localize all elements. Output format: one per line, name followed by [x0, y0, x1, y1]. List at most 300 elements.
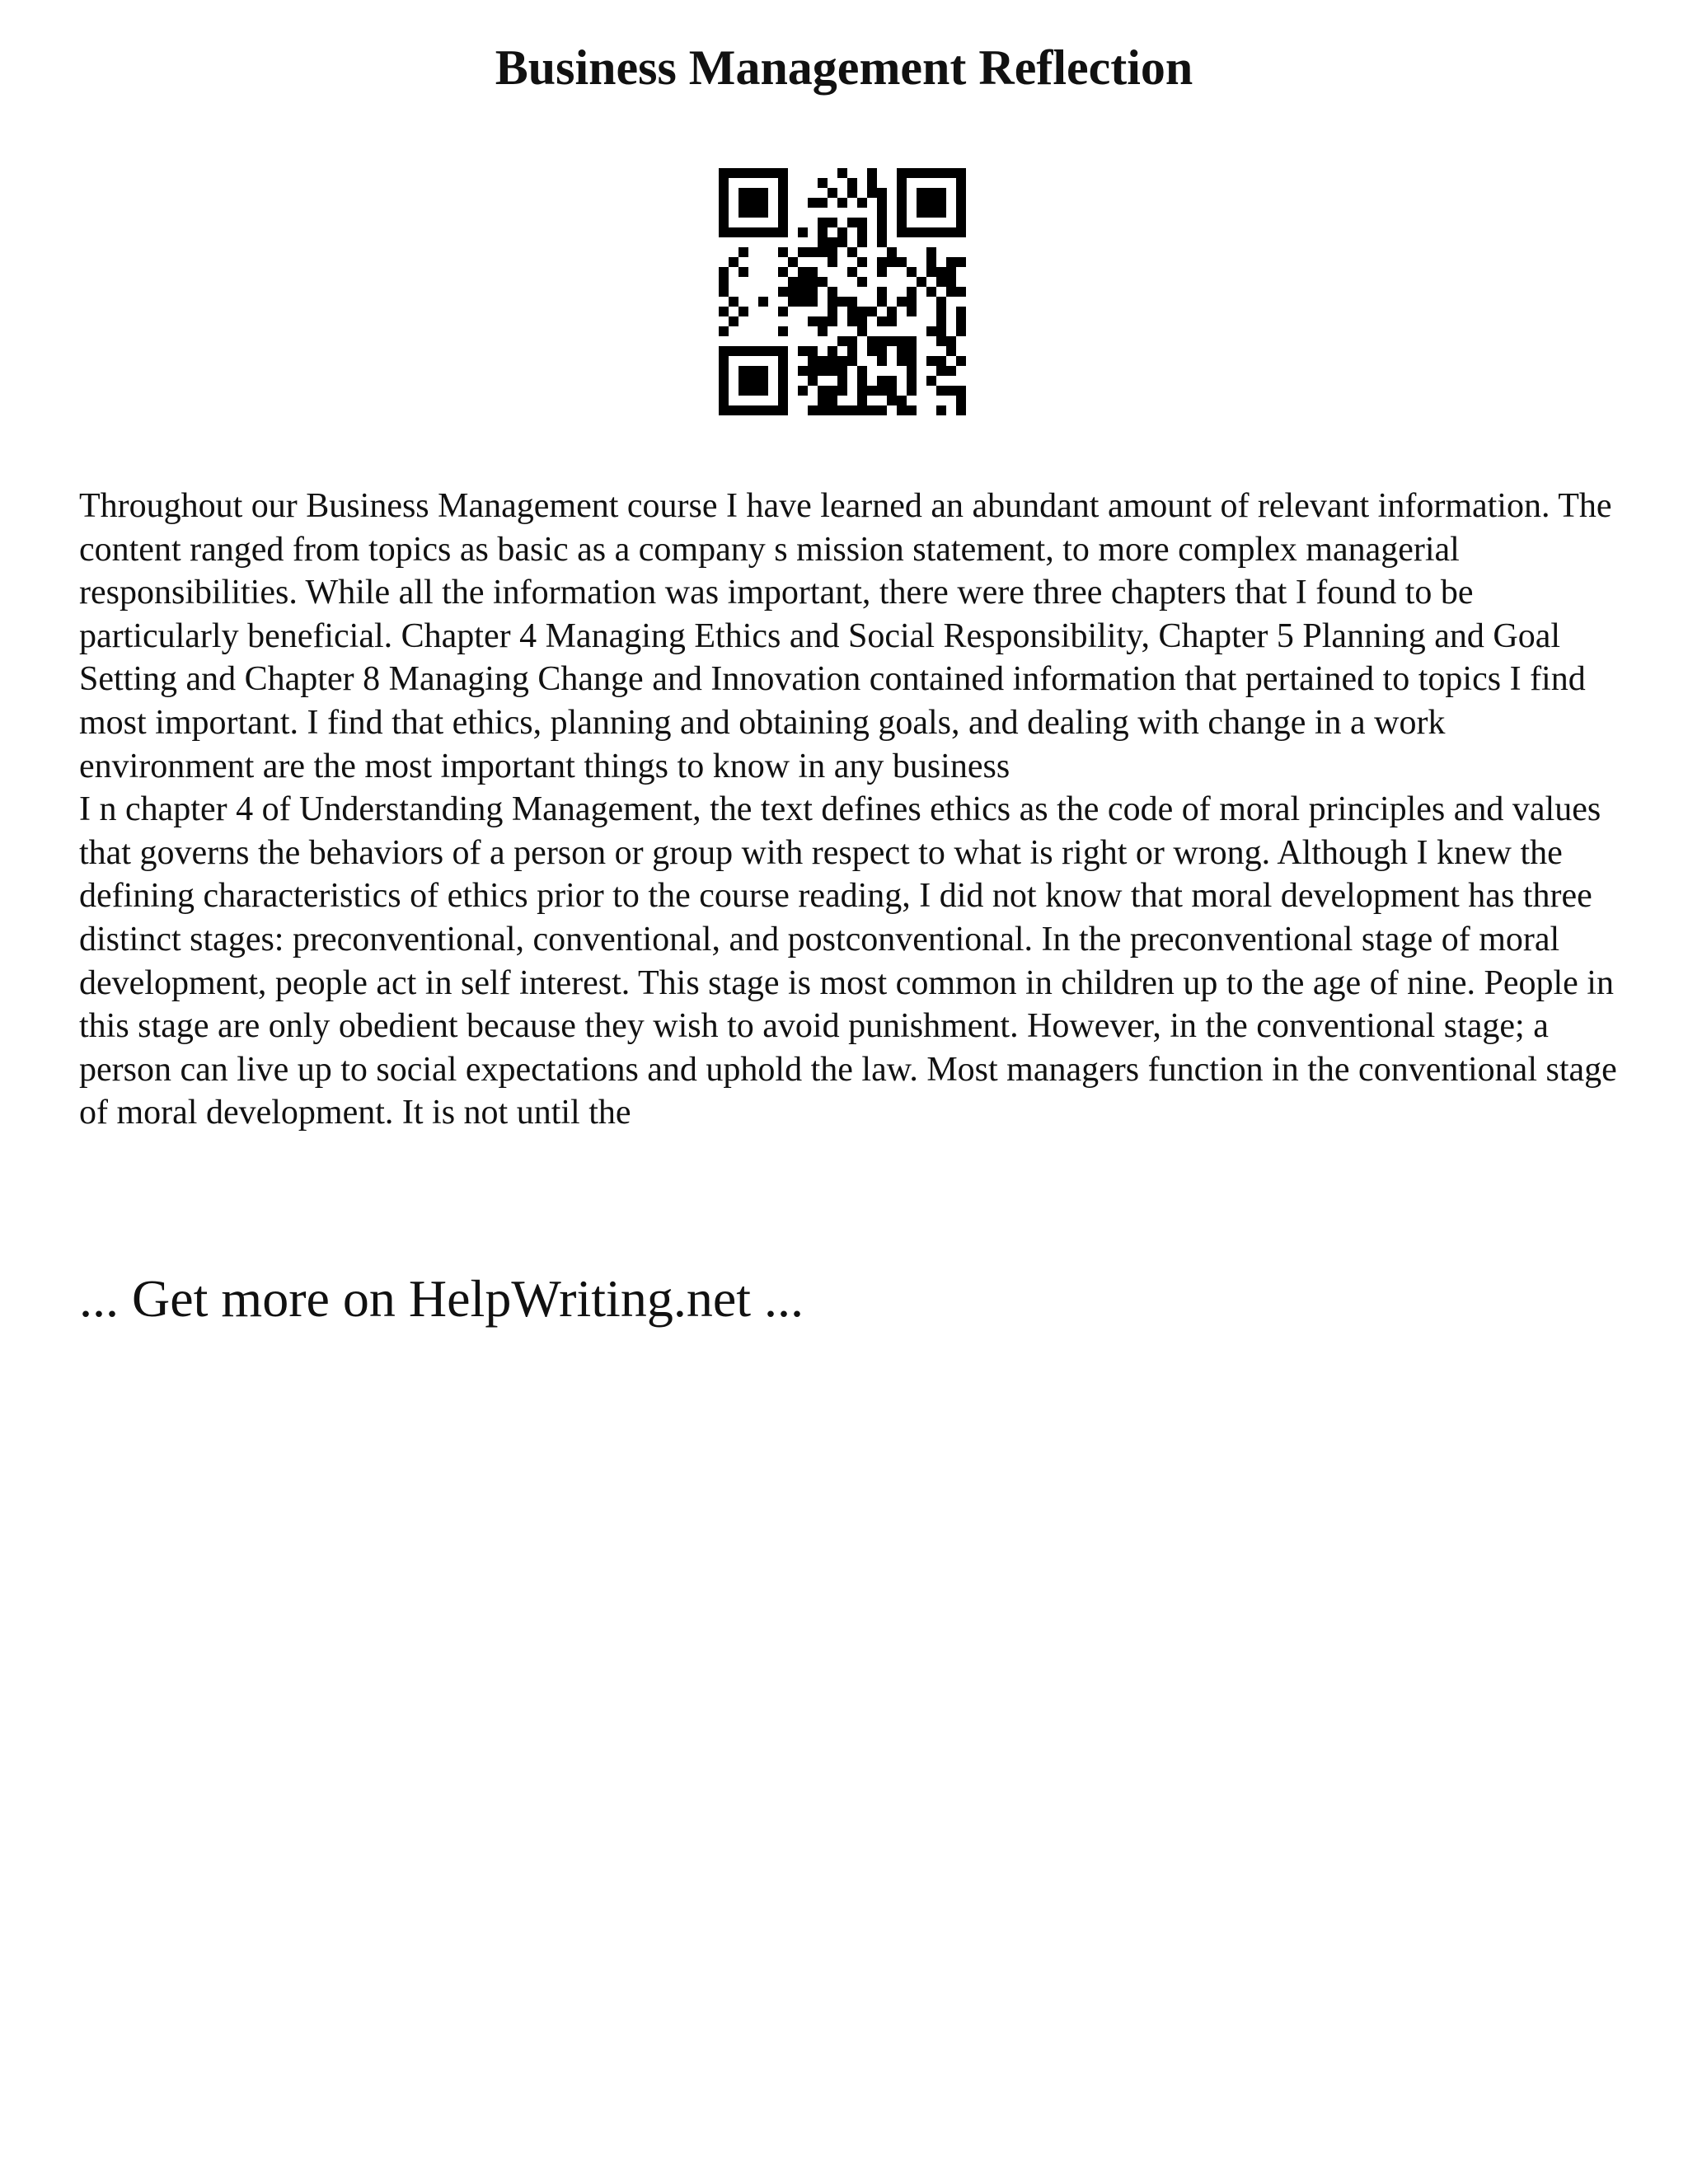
qr-module — [956, 396, 966, 405]
qr-module — [788, 287, 798, 297]
qr-module — [798, 346, 808, 356]
qr-module — [897, 336, 907, 346]
qr-module — [907, 405, 917, 415]
qr-module — [887, 336, 897, 346]
qr-module — [738, 188, 748, 198]
qr-module — [748, 188, 758, 198]
qr-module — [798, 287, 808, 297]
qr-module — [828, 405, 837, 415]
qr-module — [828, 218, 837, 227]
qr-module — [867, 168, 877, 178]
qr-module — [857, 257, 867, 267]
qr-module — [877, 405, 887, 415]
qr-module — [907, 356, 917, 366]
qr-module — [808, 356, 818, 366]
qr-module — [719, 386, 729, 396]
qr-module — [719, 227, 729, 237]
qr-module — [738, 227, 748, 237]
qr-module — [828, 257, 837, 267]
qr-module — [818, 247, 828, 257]
qr-module — [798, 277, 808, 287]
qr-module — [936, 277, 946, 287]
qr-module — [758, 297, 768, 307]
qr-module — [778, 386, 788, 396]
qr-module — [956, 198, 966, 208]
qr-module — [738, 366, 748, 376]
qr-module — [798, 297, 808, 307]
qr-module — [748, 208, 758, 218]
qr-module — [719, 277, 729, 287]
qr-module — [877, 257, 887, 267]
qr-module — [867, 336, 877, 346]
qr-module — [936, 307, 946, 316]
qr-module — [917, 227, 926, 237]
qr-module — [729, 316, 738, 326]
qr-module — [758, 366, 768, 376]
qr-module — [897, 297, 907, 307]
qr-module — [897, 227, 907, 237]
qr-module — [877, 188, 887, 198]
qr-module — [719, 168, 729, 178]
qr-module — [758, 386, 768, 396]
qr-module — [936, 366, 946, 376]
qr-module — [778, 356, 788, 366]
qr-module — [917, 168, 926, 178]
qr-module — [847, 178, 857, 188]
qr-module — [818, 218, 828, 227]
qr-module — [758, 376, 768, 386]
qr-module — [907, 168, 917, 178]
qr-module — [936, 356, 946, 366]
qr-module — [808, 405, 818, 415]
qr-module — [956, 307, 966, 316]
qr-module — [738, 376, 748, 386]
qr-module — [956, 178, 966, 188]
qr-module — [867, 178, 877, 188]
qr-module — [719, 287, 729, 297]
qr-module — [818, 356, 828, 366]
qr-module — [897, 178, 907, 188]
qr-module — [946, 267, 956, 277]
qr-module — [748, 168, 758, 178]
qr-module — [897, 396, 907, 405]
qr-module — [946, 346, 956, 356]
qr-module — [877, 346, 887, 356]
qr-module — [778, 326, 788, 336]
qr-module — [748, 386, 758, 396]
qr-module — [828, 316, 837, 326]
qr-module — [828, 346, 837, 356]
qr-module — [907, 376, 917, 386]
qr-module — [719, 178, 729, 188]
qr-module — [719, 307, 729, 316]
qr-module — [758, 227, 768, 237]
qr-module — [808, 247, 818, 257]
qr-module — [936, 208, 946, 218]
qr-module — [778, 287, 788, 297]
qr-module — [926, 376, 936, 386]
qr-module — [828, 356, 837, 366]
qr-module — [907, 287, 917, 297]
qr-module — [857, 198, 867, 208]
qr-module — [867, 188, 877, 198]
qr-module — [808, 287, 818, 297]
qr-module — [847, 188, 857, 198]
qr-module — [778, 188, 788, 198]
qr-module — [917, 208, 926, 218]
qr-module — [748, 376, 758, 386]
qr-module — [956, 257, 966, 267]
qr-module — [907, 227, 917, 237]
qr-module — [887, 396, 897, 405]
qr-module — [877, 237, 887, 247]
qr-module — [926, 188, 936, 198]
qr-module — [936, 198, 946, 208]
qr-module — [758, 405, 768, 415]
qr-module — [719, 405, 729, 415]
qr-module — [828, 386, 837, 396]
qr-module — [778, 346, 788, 356]
qr-module — [738, 386, 748, 396]
qr-module — [729, 168, 738, 178]
qr-module — [946, 257, 956, 267]
qr-module — [768, 346, 778, 356]
qr-module — [956, 287, 966, 297]
qr-module — [877, 218, 887, 227]
qr-module — [857, 326, 867, 336]
get-more-link[interactable]: ... Get more on HelpWriting.net ... — [79, 1269, 804, 1328]
qr-module — [778, 366, 788, 376]
qr-module — [837, 198, 847, 208]
qr-module — [867, 346, 877, 356]
document-body — [79, 485, 1620, 1135]
qr-module — [907, 267, 917, 277]
qr-module — [828, 237, 837, 247]
qr-module — [808, 366, 818, 376]
qr-module — [818, 326, 828, 336]
qr-module — [828, 366, 837, 376]
qr-module — [818, 366, 828, 376]
qr-module — [808, 297, 818, 307]
qr-module — [936, 297, 946, 307]
qr-module — [926, 247, 936, 257]
qr-module — [877, 316, 887, 326]
qr-module — [946, 386, 956, 396]
qr-module — [778, 405, 788, 415]
qr-module — [926, 287, 936, 297]
qr-module — [738, 208, 748, 218]
qr-module — [719, 188, 729, 198]
qr-module — [917, 188, 926, 198]
qr-module — [857, 376, 867, 386]
qr-module — [956, 405, 966, 415]
qr-module — [798, 247, 808, 257]
qr-module — [837, 237, 847, 247]
qr-module — [877, 336, 887, 346]
qr-module — [847, 267, 857, 277]
qr-module — [748, 198, 758, 208]
qr-module — [857, 396, 867, 405]
qr-module — [788, 257, 798, 267]
qr-module — [936, 316, 946, 326]
qr-module — [897, 188, 907, 198]
qr-module — [719, 208, 729, 218]
qr-module — [818, 277, 828, 287]
qr-module — [857, 316, 867, 326]
qr-module — [828, 297, 837, 307]
qr-module — [857, 227, 867, 237]
qr-module — [778, 267, 788, 277]
qr-module — [847, 405, 857, 415]
qr-module — [719, 396, 729, 405]
qr-module — [936, 326, 946, 336]
qr-module — [738, 267, 748, 277]
qr-module — [936, 386, 946, 396]
qr-module — [847, 336, 857, 346]
qr-module — [956, 386, 966, 396]
qr-module — [946, 168, 956, 178]
qr-module — [808, 198, 818, 208]
qr-module — [847, 307, 857, 316]
qr-module — [946, 277, 956, 287]
qr-module — [748, 227, 758, 237]
qr-module — [818, 237, 828, 247]
qr-module — [778, 208, 788, 218]
qr-module — [887, 247, 897, 257]
qr-module — [897, 198, 907, 208]
qr-module — [936, 405, 946, 415]
qr-module — [926, 227, 936, 237]
qr-module — [758, 198, 768, 208]
qr-module — [956, 188, 966, 198]
qr-module — [828, 247, 837, 257]
qr-module — [719, 218, 729, 227]
qr-module — [926, 267, 936, 277]
qr-module — [877, 297, 887, 307]
qr-module — [946, 366, 956, 376]
qr-module — [837, 366, 847, 376]
qr-module — [877, 227, 887, 237]
qr-module — [857, 405, 867, 415]
qr-module — [956, 356, 966, 366]
qr-module — [956, 326, 966, 336]
qr-module — [808, 267, 818, 277]
qr-module — [897, 168, 907, 178]
qr-module — [917, 198, 926, 208]
qr-module — [818, 386, 828, 396]
qr-module — [719, 326, 729, 336]
qr-module — [808, 346, 818, 356]
qr-module — [877, 198, 887, 208]
qr-module — [897, 346, 907, 356]
qr-module — [907, 346, 917, 356]
qr-module — [738, 168, 748, 178]
qr-module — [828, 307, 837, 316]
qr-module — [729, 405, 738, 415]
qr-module — [877, 356, 887, 366]
qr-module — [738, 247, 748, 257]
qr-module — [828, 287, 837, 297]
qr-module — [877, 287, 887, 297]
qr-module — [946, 227, 956, 237]
qr-module — [778, 168, 788, 178]
qr-module — [877, 386, 887, 396]
qr-module — [857, 307, 867, 316]
qr-module — [867, 405, 877, 415]
qr-module — [926, 326, 936, 336]
qr-module — [818, 316, 828, 326]
qr-module — [808, 277, 818, 287]
qr-module — [768, 405, 778, 415]
qr-module — [798, 366, 808, 376]
qr-module — [758, 188, 768, 198]
qr-module — [857, 237, 867, 247]
qr-module — [847, 218, 857, 227]
qr-module — [778, 218, 788, 227]
qr-module — [778, 247, 788, 257]
qr-module — [719, 198, 729, 208]
qr-module — [719, 267, 729, 277]
qr-module — [887, 257, 897, 267]
qr-module — [926, 198, 936, 208]
qr-code-icon — [719, 168, 966, 415]
qr-module — [778, 307, 788, 316]
qr-module — [828, 188, 837, 198]
qr-module — [926, 208, 936, 218]
qr-module — [857, 277, 867, 287]
qr-module — [847, 247, 857, 257]
qr-module — [808, 316, 818, 326]
qr-module — [837, 336, 847, 346]
paragraph-ethics: I n chapter 4 of Understanding Management, the text defines ethics as the code of moral principles and values that governs the behaviors of a person or group with respect to what is right or wrong. Although I knew the defining characteristics of ethics prior to the course reading, I did not know that moral development has three distinct stages: preconventional, conventional, and postconventional. In the preconventional stage of moral development, people act in self interest. This stage is most common in children up to the age of nine. People in this stage are only obedient because they wish to avoid punishment. However, in the conventional stage; a person can live up to social expectations and uphold the law. Most managers function in the conventional stage of moral development. It is not until the — [79, 790, 1617, 1132]
qr-module — [778, 178, 788, 188]
qr-module — [818, 396, 828, 405]
qr-module — [748, 346, 758, 356]
qr-module — [729, 257, 738, 267]
qr-module — [738, 307, 748, 316]
qr-module — [946, 336, 956, 346]
qr-module — [778, 396, 788, 405]
qr-module — [926, 168, 936, 178]
qr-module — [837, 386, 847, 396]
qr-module — [818, 227, 828, 237]
qr-module — [768, 168, 778, 178]
qr-module — [956, 208, 966, 218]
qr-module — [956, 218, 966, 227]
qr-module — [847, 356, 857, 366]
qr-module — [818, 198, 828, 208]
qr-module — [828, 396, 837, 405]
qr-module — [956, 227, 966, 237]
qr-module — [719, 346, 729, 356]
qr-module — [897, 405, 907, 415]
qr-module — [837, 376, 847, 386]
qr-module — [719, 376, 729, 386]
qr-module — [897, 257, 907, 267]
qr-module — [729, 297, 738, 307]
qr-module — [907, 297, 917, 307]
qr-module — [926, 257, 936, 267]
qr-module — [798, 386, 808, 396]
qr-module — [778, 227, 788, 237]
qr-module — [748, 405, 758, 415]
qr-module — [867, 386, 877, 396]
qr-module — [897, 218, 907, 227]
qr-module — [719, 366, 729, 376]
qr-module — [857, 386, 867, 396]
qr-module — [897, 356, 907, 366]
qr-module — [738, 346, 748, 356]
qr-module — [956, 168, 966, 178]
qr-module — [907, 366, 917, 376]
qr-module — [897, 208, 907, 218]
qr-module — [887, 376, 897, 386]
qr-module — [758, 168, 768, 178]
qr-module — [729, 346, 738, 356]
qr-module — [877, 376, 887, 386]
page-title: Business Management Reflection — [495, 40, 1193, 95]
qr-module — [946, 287, 956, 297]
qr-module — [719, 356, 729, 366]
qr-module — [788, 297, 798, 307]
qr-module — [738, 198, 748, 208]
qr-module — [847, 316, 857, 326]
qr-module — [798, 267, 808, 277]
qr-module — [956, 316, 966, 326]
qr-module — [778, 198, 788, 208]
qr-module — [837, 356, 847, 366]
paragraph-intro: Throughout our Business Management course I have learned an abundant amount of relevant information. The content ranged from topics as basic as a company s mission statement, to more complex managerial responsibilities. While all the information was important, there were three chapters that I found to be particularly beneficial. Chapter 4 Managing Ethics and Social Responsibility, Chapter 5 Planning and Goal Setting and Chapter 8 Managing Change and Innovation contained information that pertained to topics I find most important. I find that ethics, planning and obtaining goals, and dealing with change in a work environment are the most important things to know in any business — [79, 487, 1612, 785]
qr-module — [837, 227, 847, 237]
qr-module — [837, 405, 847, 415]
qr-module — [778, 376, 788, 386]
qr-module — [788, 277, 798, 287]
qr-module — [758, 346, 768, 356]
qr-module — [887, 386, 897, 396]
qr-module — [818, 405, 828, 415]
qr-module — [857, 218, 867, 227]
qr-module — [936, 227, 946, 237]
qr-module — [907, 307, 917, 316]
qr-module — [887, 316, 897, 326]
qr-module — [808, 376, 818, 386]
qr-module — [907, 336, 917, 346]
qr-module — [847, 346, 857, 356]
qr-module — [857, 366, 867, 376]
qr-module — [926, 356, 936, 366]
qr-module — [877, 267, 887, 277]
qr-module — [867, 307, 877, 316]
qr-module — [837, 168, 847, 178]
qr-module — [936, 168, 946, 178]
qr-module — [748, 366, 758, 376]
qr-module — [837, 297, 847, 307]
qr-module — [907, 386, 917, 396]
qr-module — [936, 336, 946, 346]
qr-module — [887, 307, 897, 316]
qr-module — [818, 178, 828, 188]
qr-module — [917, 277, 926, 287]
qr-module — [847, 297, 857, 307]
qr-module — [877, 208, 887, 218]
qr-module — [936, 267, 946, 277]
qr-module — [758, 208, 768, 218]
qr-module — [936, 188, 946, 198]
qr-module — [729, 227, 738, 237]
qr-module — [768, 227, 778, 237]
qr-module — [798, 227, 808, 237]
qr-module — [738, 405, 748, 415]
